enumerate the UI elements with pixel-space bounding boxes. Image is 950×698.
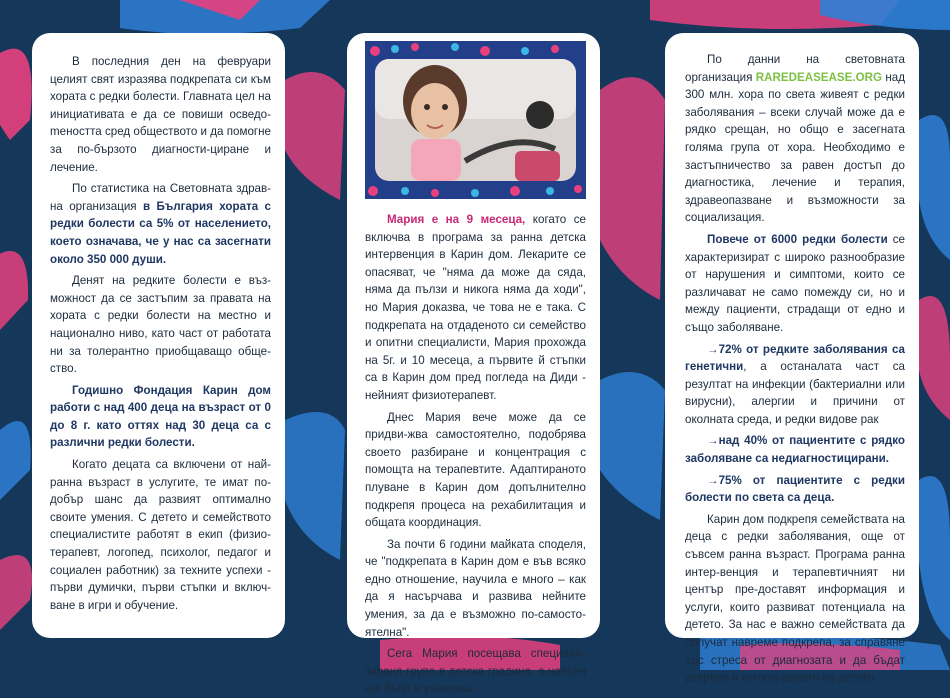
world-data-text: над 300 млн. хора по света живеят с редки заболявания – всеки случай може да е рядко срещан, но общо е засегната голяма група от хора. Необходимо е застъпничество за равен достъп до диагностика, лечение и терапия, здравеопазване и възможности за социализация.: [685, 70, 905, 225]
world-data-lead: По данни на световната организация: [685, 53, 905, 84]
paragraph-children: →75% от пациентите с редки болести по света са деца.: [685, 473, 905, 505]
statistics-highlight: в България хората с редки болести са 5% от населението, което означава, че у нас са засегнати около 350 000 души.: [50, 199, 271, 266]
maria-story-text: когато се включва в програма за ранна детска интервенция в Карин дом. Лекарите се опасяват, че "няма да може да сяда, няма да пълзи и никога няма да ходи", но Мария доказва, че това не е така. С подкрепата на отдаденото си семейство и опитни специалисти, Мария прохожда на 5г. и 10 месеца, а първите й стъпки са в Карин дом пред погледа на Диди - нейният физиотерапевт.: [365, 213, 586, 402]
raredisease-link[interactable]: RAREDEASEASE.ORG: [755, 70, 882, 84]
paragraph-foundation: Годишно Фондация Карин дом работи с над 400 деца на възраст от 0 до 8 г. като оттях над 30 деца са с различни редки болести.: [50, 383, 271, 450]
paragraph-mother-quote: За почти 6 години майката споделя, че "подкрепата в Карин дом е във всяко едно отношение, научила е много – как да я насърчава и развива нейните умения, за да е възможно по-самосто-ятелна".: [365, 537, 586, 639]
paragraph-maria-today: Днес Мария вече може да се придви-жва самостоятелно, подобрява своето разбиране и концентрация с помощта на терапевтите. Адаптираното плуване в Карин дом допълнително подкрепя процеса на рехабилитация и общата координация.: [365, 410, 586, 530]
diseases-count-text: се характеризират с широко разнообразие от нарушения и симптоми, които се различават не само помежду си, но и между пациенти, страдащи от едно и също заболяване.: [685, 232, 905, 334]
girl-photo: [365, 41, 586, 199]
paragraph-genetic: [685, 341, 905, 429]
paragraph-intro: В последния ден на февруари целият свят изразява подкрепата си към хората с редки болести. Главната цел на инициативата е да се повиши осведо-meността сред обществото и да помогне за по-бързото диагности-циране и лечение.: [50, 55, 271, 174]
paragraph-undiagnosed: →над 40% от пациентите с рядко заболяване са недиагностицирани.: [685, 434, 905, 466]
paragraph-statistics: [50, 180, 271, 268]
panel-middle: [347, 33, 600, 696]
paragraph-services: Когато децата са включени от най-ранна възраст в услугите, те имат по-добър шанс да развият оптимално своите умения. С детето и семейството специалистите работят в екип (физио-терапевт, логопед, психолог, педагог и социален работник) за техните успехи - първи думички, първи стъпки и включ-ване в игри и обучение.: [50, 458, 271, 612]
paragraph-kindergarten: Сега Мария посещава специали-зирана група в детска градина, а наесен ще бъде и ученичка.: [365, 647, 586, 696]
paragraph-world-data: [685, 51, 905, 227]
paragraph-maria-story: [365, 211, 586, 405]
paragraph-day: Денят на редките болести е въз-можност да се застъпим за правата на хората с редки болести на местно и национално ниво, като част от работата ни за толерантно приобщаващо обще-ство.: [50, 274, 271, 376]
genetic-highlight: →72% от редките заболявания са генетични: [685, 342, 905, 374]
diseases-count-highlight: Повече от 6000 редки болести: [707, 232, 888, 246]
paragraph-diseases-count: [685, 231, 905, 337]
paragraph-karin-support: Карин дом подкрепя семействата на деца с редки заболявания, още от съвсем ранна възраст. Програма ранна интер-венция и терапевтичният ни център пре-доставят информация и услуги, които развиват потенциала на детето. За нас е важно семействата да получат навреме подкрепа, за справяне със стреса от диагнозата и да бъдат уверени в отглеж-дането на детето.: [685, 512, 905, 685]
maria-highlight: Мария е на 9 месеца,: [387, 213, 526, 226]
panel-left: [32, 33, 285, 638]
genetic-text: , а останалата част са резултат на инфекции (бактериални или вирусни), алергии и причини от околната среда, и редки видове рак: [685, 360, 905, 426]
statistics-lead: По статистика на Световната здрав-на организация: [50, 182, 271, 213]
panel-right: [665, 33, 919, 685]
